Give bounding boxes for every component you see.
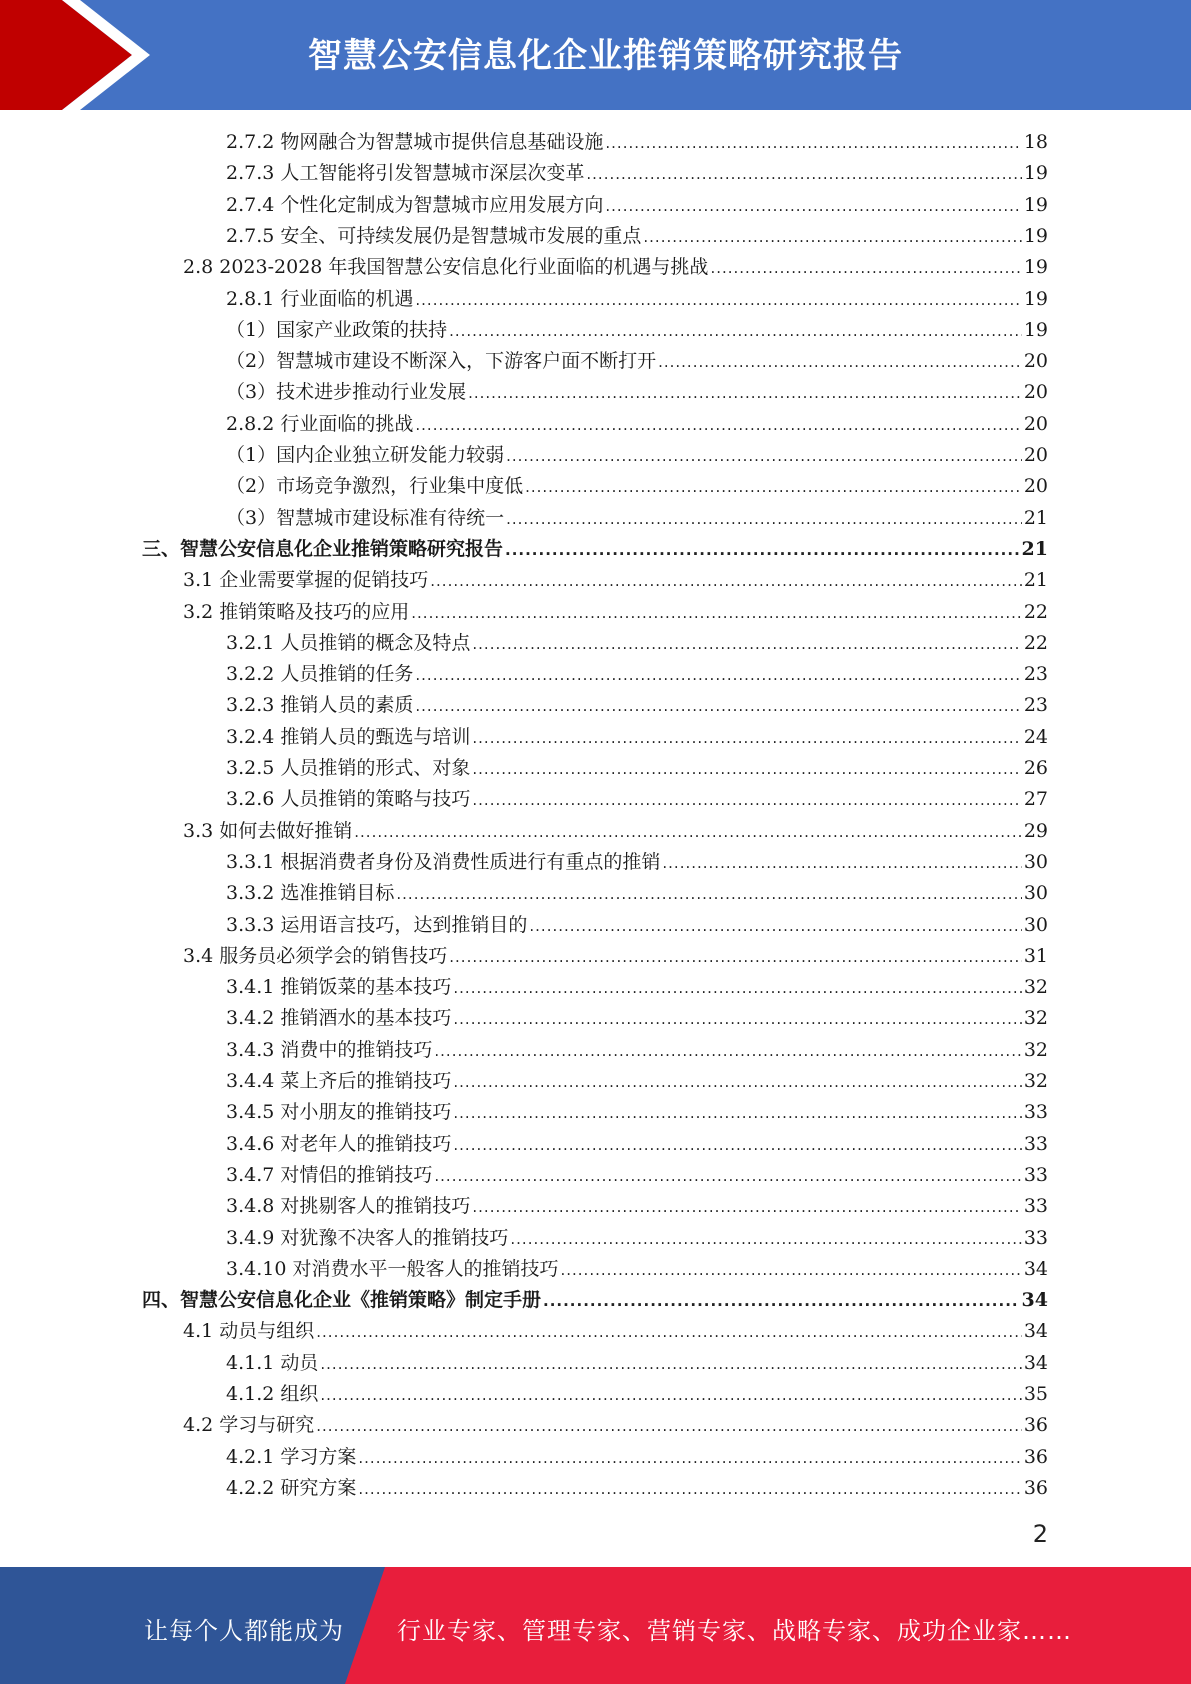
toc-entry-page: 31 bbox=[1023, 944, 1048, 967]
toc-leader-dots bbox=[316, 1317, 1022, 1348]
toc-entry[interactable] bbox=[226, 722, 1048, 753]
toc-entry-page: 19 bbox=[1023, 256, 1048, 279]
toc-entry-page: 21 bbox=[1023, 569, 1048, 592]
toc-entry[interactable] bbox=[226, 1160, 1048, 1191]
toc-leader-dots bbox=[472, 1192, 1021, 1223]
toc-leader-dots bbox=[396, 879, 1021, 910]
toc-entry-label: 4.2.1 学习方案 bbox=[226, 1445, 357, 1468]
toc-entry-label: （3）技术进步推动行业发展 bbox=[226, 381, 467, 404]
toc-entry-page: 20 bbox=[1023, 444, 1048, 466]
toc-entry[interactable] bbox=[183, 1316, 1048, 1347]
toc-entry-page: 19 bbox=[1023, 162, 1048, 185]
toc-entry-label: 4.1 动员与组织 bbox=[183, 1320, 315, 1343]
toc-entry-page: 21 bbox=[1021, 537, 1048, 560]
toc-entry-page: 32 bbox=[1023, 1038, 1048, 1061]
toc-entry-label: 4.2.2 研究方案 bbox=[226, 1476, 357, 1499]
toc-leader-dots bbox=[506, 504, 1022, 535]
toc-entry-page: 33 bbox=[1023, 1163, 1048, 1186]
toc-entry-label: 3.4.3 消费中的推销技巧 bbox=[226, 1038, 433, 1061]
toc-leader-dots bbox=[449, 942, 1022, 973]
toc-entry[interactable] bbox=[226, 1129, 1048, 1160]
toc-entry-label: 三、智慧公安信息化企业推销策略研究报告 bbox=[142, 537, 504, 560]
toc-entry-label: 2.8 2023-2028 年我国智慧公安信息化行业面临的机遇与挑战 bbox=[183, 256, 709, 279]
toc-entry[interactable] bbox=[183, 597, 1048, 628]
toc-entry-label: 3.4.2 推销酒水的基本技巧 bbox=[226, 1007, 452, 1030]
toc-leader-dots bbox=[415, 660, 1021, 691]
toc-entry[interactable] bbox=[226, 1097, 1048, 1128]
toc-entry[interactable] bbox=[226, 784, 1048, 815]
toc-leader-dots bbox=[453, 973, 1021, 1004]
toc-entry-page: 34 bbox=[1023, 1320, 1048, 1343]
toc-entry-page: 22 bbox=[1023, 600, 1048, 623]
toc-entry-page: 32 bbox=[1023, 1007, 1048, 1030]
toc-entry[interactable] bbox=[183, 1410, 1048, 1441]
toc-leader-dots bbox=[525, 472, 1022, 503]
toc-entry-label: 3.2.2 人员推销的任务 bbox=[226, 663, 414, 686]
toc-entry-page: 33 bbox=[1023, 1132, 1048, 1155]
toc-leader-dots bbox=[543, 1286, 1020, 1317]
toc-leader-dots bbox=[505, 535, 1020, 566]
toc-entry[interactable] bbox=[226, 1379, 1048, 1410]
toc-leader-dots bbox=[320, 1349, 1021, 1380]
toc-entry[interactable] bbox=[226, 972, 1048, 1003]
toc-leader-dots bbox=[358, 1443, 1021, 1474]
toc-leader-dots bbox=[472, 629, 1021, 660]
toc-leader-dots bbox=[354, 817, 1022, 848]
toc-entry-page: 32 bbox=[1023, 976, 1048, 999]
toc-entry-page: 19 bbox=[1023, 193, 1048, 216]
toc-entry-page: 36 bbox=[1023, 1445, 1048, 1468]
toc-entry[interactable] bbox=[226, 1035, 1048, 1066]
toc-entry-page: 19 bbox=[1023, 287, 1048, 310]
toc-entry[interactable] bbox=[183, 252, 1048, 283]
toc-entry[interactable] bbox=[226, 158, 1048, 189]
toc-entry-page: 34 bbox=[1021, 1289, 1048, 1312]
document-title: 智慧公安信息化企业推销策略研究报告 bbox=[308, 36, 903, 76]
toc-leader-dots bbox=[605, 128, 1021, 159]
toc-entry-label: （3）智慧城市建设标准有待统一 bbox=[226, 506, 505, 529]
toc-leader-dots bbox=[449, 316, 1022, 347]
toc-leader-dots bbox=[453, 1004, 1021, 1035]
toc-leader-dots bbox=[453, 1130, 1021, 1161]
toc-entry-label: 3.2.5 人员推销的形式、对象 bbox=[226, 757, 471, 779]
toc-entry[interactable] bbox=[226, 1254, 1048, 1285]
toc-entry[interactable] bbox=[183, 816, 1048, 847]
toc-leader-dots bbox=[506, 441, 1022, 472]
toc-entry[interactable] bbox=[226, 659, 1048, 690]
toc-entry-page: 21 bbox=[1023, 506, 1048, 529]
toc-entry[interactable] bbox=[226, 1191, 1048, 1222]
toc-entry-page: 35 bbox=[1023, 1383, 1048, 1405]
toc-entry-page: 36 bbox=[1023, 1414, 1048, 1437]
toc-entry-page: 34 bbox=[1023, 1257, 1048, 1280]
toc-entry-label: 3.2.1 人员推销的概念及特点 bbox=[226, 631, 471, 654]
toc-leader-dots bbox=[434, 1036, 1021, 1067]
toc-entry-page: 23 bbox=[1023, 663, 1048, 686]
toc-entry-label: 3.4.9 对犹豫不决客人的推销技巧 bbox=[226, 1226, 509, 1249]
toc-entry[interactable] bbox=[226, 1003, 1048, 1034]
toc-entry-label: 3.3.3 运用语言技巧，达到推销目的 bbox=[226, 913, 528, 936]
toc-entry-label: （1）国内企业独立研发能力较弱 bbox=[226, 444, 505, 466]
toc-entry-page: 27 bbox=[1023, 788, 1048, 811]
toc-leader-dots bbox=[434, 1161, 1021, 1192]
toc-entry-page: 30 bbox=[1023, 882, 1048, 905]
toc-entry-label: 2.7.2 物网融合为智慧城市提供信息基础设施 bbox=[226, 131, 604, 153]
toc-leader-dots bbox=[658, 347, 1022, 378]
toc-leader-dots bbox=[453, 1067, 1021, 1098]
toc-entry[interactable] bbox=[226, 690, 1048, 721]
toc-entry[interactable] bbox=[226, 471, 1048, 502]
toc-entry-label: 2.8.2 行业面临的挑战 bbox=[226, 412, 414, 435]
page-number: 2 bbox=[1032, 1520, 1048, 1548]
toc-leader-dots bbox=[560, 1255, 1021, 1286]
toc-entry[interactable] bbox=[226, 910, 1048, 941]
toc-entry[interactable] bbox=[226, 440, 1048, 471]
toc-entry-page: 33 bbox=[1023, 1195, 1048, 1218]
toc-entry[interactable] bbox=[226, 628, 1048, 659]
toc-leader-dots bbox=[586, 159, 1021, 190]
toc-entry[interactable] bbox=[226, 284, 1048, 315]
toc-entry-page: 18 bbox=[1023, 131, 1048, 153]
toc-leader-dots bbox=[472, 723, 1021, 754]
toc-entry-label: 2.7.5 安全、可持续发展仍是智慧城市发展的重点 bbox=[226, 224, 642, 247]
toc-leader-dots bbox=[316, 1411, 1022, 1442]
toc-entry[interactable] bbox=[226, 1223, 1048, 1254]
toc-entry-label: 3.4.4 菜上齐后的推销技巧 bbox=[226, 1070, 452, 1092]
toc-entry[interactable] bbox=[226, 221, 1048, 252]
toc-entry-page: 19 bbox=[1023, 318, 1048, 341]
toc-leader-dots bbox=[453, 1098, 1021, 1129]
toc-entry-label: 4.1.1 动员 bbox=[226, 1351, 319, 1374]
toc-entry-page: 36 bbox=[1023, 1476, 1048, 1499]
toc-entry-label: 3.2.4 推销人员的甄选与培训 bbox=[226, 725, 471, 748]
toc-entry-label: 3.4.10 对消费水平一般客人的推销技巧 bbox=[226, 1257, 559, 1280]
toc-leader-dots bbox=[529, 911, 1021, 942]
toc-entry[interactable] bbox=[226, 315, 1048, 346]
toc-leader-dots bbox=[411, 598, 1022, 629]
toc-entry[interactable] bbox=[226, 1442, 1048, 1473]
toc-entry[interactable] bbox=[226, 503, 1048, 534]
toc-entry-page: 34 bbox=[1023, 1351, 1048, 1374]
toc-entry[interactable] bbox=[183, 565, 1048, 596]
toc-entry-page: 33 bbox=[1023, 1101, 1048, 1124]
toc-leader-dots bbox=[605, 191, 1021, 222]
toc-entry-page: 29 bbox=[1023, 819, 1048, 842]
toc-entry-page: 26 bbox=[1023, 757, 1048, 779]
toc-entry-page: 24 bbox=[1023, 725, 1048, 748]
toc-entry[interactable] bbox=[226, 878, 1048, 909]
toc-entry-label: （2）智慧城市建设不断深入，下游客户面不断打开 bbox=[226, 350, 657, 373]
toc-entry-label: 3.4.1 推销饭菜的基本技巧 bbox=[226, 976, 452, 999]
toc-leader-dots bbox=[430, 566, 1022, 597]
toc-entry-label: 3.2.6 人员推销的策略与技巧 bbox=[226, 788, 471, 811]
toc-entry-label: （1）国家产业政策的扶持 bbox=[226, 318, 448, 341]
toc-entry[interactable] bbox=[226, 377, 1048, 408]
toc-entry-label: 3.4 服务员必须学会的销售技巧 bbox=[183, 944, 448, 967]
toc-entry-page: 22 bbox=[1023, 631, 1048, 654]
toc-leader-dots bbox=[710, 253, 1021, 284]
toc-entry-label: 3.2 推销策略及技巧的应用 bbox=[183, 600, 410, 623]
toc-entry-label: （2）市场竞争激烈，行业集中度低 bbox=[226, 475, 524, 498]
toc-leader-dots bbox=[358, 1474, 1021, 1505]
toc-leader-dots bbox=[415, 410, 1021, 441]
toc-leader-dots bbox=[472, 754, 1021, 785]
toc-leader-dots bbox=[415, 285, 1021, 316]
page-footer bbox=[0, 1567, 1191, 1684]
toc-entry-label: 2.7.3 人工智能将引发智慧城市深层次变革 bbox=[226, 162, 585, 185]
toc-entry-label: 3.2.3 推销人员的素质 bbox=[226, 694, 414, 717]
toc-entry-page: 19 bbox=[1023, 224, 1048, 247]
toc-leader-dots bbox=[510, 1224, 1021, 1255]
toc-entry-label: 4.2 学习与研究 bbox=[183, 1414, 315, 1437]
toc-entry[interactable] bbox=[226, 1066, 1048, 1097]
toc-entry-label: 3.3 如何去做好推销 bbox=[183, 819, 353, 842]
footer-slogan-right: 行业专家、管理专家、营销专家、战略专家、成功企业家…… bbox=[397, 1617, 1072, 1645]
toc-entry-label: 3.3.1 根据消费者身份及消费性质进行有重点的推销 bbox=[226, 850, 661, 873]
toc-leader-dots bbox=[320, 1380, 1021, 1411]
toc-leader-dots bbox=[662, 848, 1021, 879]
toc-entry-label: 3.4.7 对情侣的推销技巧 bbox=[226, 1163, 433, 1186]
toc-entry-page: 20 bbox=[1023, 350, 1048, 373]
toc-entry-label: 3.1 企业需要掌握的促销技巧 bbox=[183, 569, 429, 592]
toc-leader-dots bbox=[415, 691, 1021, 722]
toc-entry-label: 4.1.2 组织 bbox=[226, 1383, 319, 1405]
toc-entry-page: 33 bbox=[1023, 1226, 1048, 1249]
toc-entry[interactable] bbox=[142, 534, 1048, 565]
page-header bbox=[0, 0, 1191, 110]
toc-entry-page: 20 bbox=[1023, 412, 1048, 435]
toc-entry-page: 20 bbox=[1023, 381, 1048, 404]
toc-entry-label: 四、智慧公安信息化企业《推销策略》制定手册 bbox=[142, 1289, 542, 1312]
toc-entry[interactable] bbox=[226, 847, 1048, 878]
toc-entry-label: 3.4.5 对小朋友的推销技巧 bbox=[226, 1101, 452, 1124]
toc-entry[interactable] bbox=[226, 1348, 1048, 1379]
toc-entry-page: 30 bbox=[1023, 913, 1048, 936]
toc-entry-label: 2.7.4 个性化定制成为智慧城市应用发展方向 bbox=[226, 193, 604, 216]
toc-entry-label: 3.3.2 选准推销目标 bbox=[226, 882, 395, 905]
toc-leader-dots bbox=[468, 378, 1022, 409]
footer-slogan-left: 让每个人都能成为 bbox=[144, 1617, 344, 1645]
toc-entry-page: 23 bbox=[1023, 694, 1048, 717]
toc-entry[interactable] bbox=[226, 409, 1048, 440]
toc-entry-page: 32 bbox=[1023, 1070, 1048, 1092]
toc-entry-label: 2.8.1 行业面临的机遇 bbox=[226, 287, 414, 310]
toc-entry[interactable] bbox=[226, 127, 1048, 158]
toc-entry[interactable] bbox=[142, 1285, 1048, 1316]
toc-entry-label: 3.4.8 对挑剔客人的推销技巧 bbox=[226, 1195, 471, 1218]
toc-entry[interactable] bbox=[226, 1473, 1048, 1504]
toc-entry[interactable] bbox=[183, 941, 1048, 972]
toc-entry[interactable] bbox=[226, 190, 1048, 221]
toc-entry-page: 20 bbox=[1023, 475, 1048, 498]
toc-entry[interactable] bbox=[226, 753, 1048, 784]
toc-entry-label: 3.4.6 对老年人的推销技巧 bbox=[226, 1132, 452, 1155]
toc-leader-dots bbox=[643, 222, 1021, 253]
toc-entry-page: 30 bbox=[1023, 850, 1048, 873]
toc-entry[interactable] bbox=[226, 346, 1048, 377]
toc-leader-dots bbox=[472, 785, 1021, 816]
